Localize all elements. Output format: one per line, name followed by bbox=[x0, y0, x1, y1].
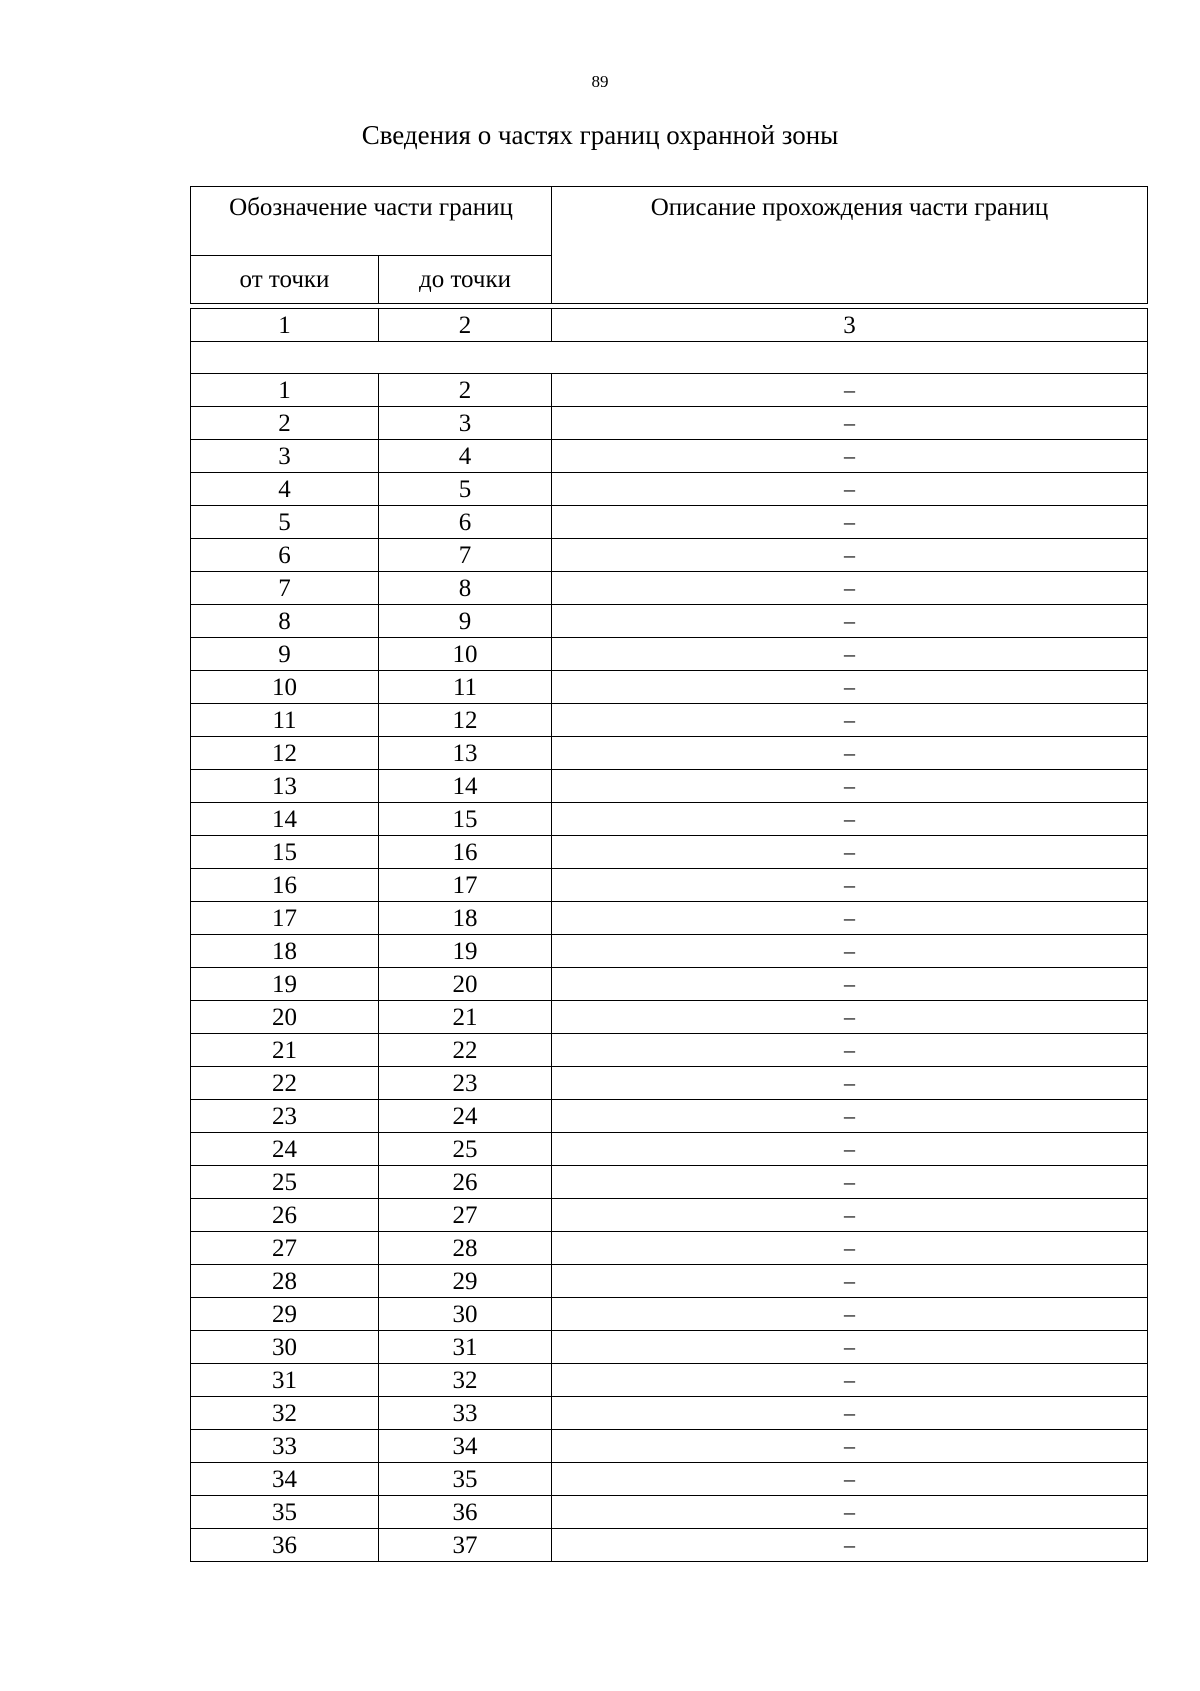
cell-from-point: 22 bbox=[191, 1067, 379, 1100]
cell-description: – bbox=[552, 638, 1148, 671]
cell-description: – bbox=[552, 1430, 1148, 1463]
table-row bbox=[191, 1463, 1148, 1496]
cell-description: – bbox=[552, 671, 1148, 704]
cell-description: – bbox=[552, 1166, 1148, 1199]
table-row bbox=[191, 1232, 1148, 1265]
table-row bbox=[191, 1331, 1148, 1364]
cell-to-point: 18 bbox=[379, 902, 552, 935]
table-row bbox=[191, 1397, 1148, 1430]
cell-description: – bbox=[552, 605, 1148, 638]
cell-description: – bbox=[552, 1034, 1148, 1067]
table-row bbox=[191, 638, 1148, 671]
table-row bbox=[191, 1067, 1148, 1100]
section-row bbox=[191, 342, 1148, 374]
table-row bbox=[191, 1100, 1148, 1133]
table-row bbox=[191, 440, 1148, 473]
header-boundary-description: Описание прохождения части границ bbox=[552, 187, 1148, 304]
cell-to-point: 8 bbox=[379, 572, 552, 605]
cell-description: – bbox=[552, 1331, 1148, 1364]
cell-to-point: 13 bbox=[379, 737, 552, 770]
cell-description: – bbox=[552, 803, 1148, 836]
cell-description: – bbox=[552, 1232, 1148, 1265]
table-row bbox=[191, 539, 1148, 572]
cell-to-point: 16 bbox=[379, 836, 552, 869]
table-row bbox=[191, 1133, 1148, 1166]
cell-description: – bbox=[552, 1133, 1148, 1166]
cell-to-point: 7 bbox=[379, 539, 552, 572]
cell-description: – bbox=[552, 440, 1148, 473]
page-number: 89 bbox=[591, 72, 609, 91]
cell-from-point: 34 bbox=[191, 1463, 379, 1496]
cell-description: – bbox=[552, 836, 1148, 869]
cell-to-point: 32 bbox=[379, 1364, 552, 1397]
cell-from-point: 36 bbox=[191, 1529, 379, 1562]
cell-from-point: 16 bbox=[191, 869, 379, 902]
header-to-point: до точки bbox=[379, 256, 552, 304]
cell-from-point: 30 bbox=[191, 1331, 379, 1364]
cell-from-point: 35 bbox=[191, 1496, 379, 1529]
cell-description: – bbox=[552, 1100, 1148, 1133]
cell-description: – bbox=[552, 1529, 1148, 1562]
table-row bbox=[191, 374, 1148, 407]
cell-from-point: 24 bbox=[191, 1133, 379, 1166]
table-row bbox=[191, 572, 1148, 605]
table-row bbox=[191, 1199, 1148, 1232]
cell-to-point: 6 bbox=[379, 506, 552, 539]
boundary-table-header bbox=[190, 186, 1148, 304]
cell-description: – bbox=[552, 506, 1148, 539]
cell-to-point: 37 bbox=[379, 1529, 552, 1562]
cell-to-point: 10 bbox=[379, 638, 552, 671]
cell-description: – bbox=[552, 770, 1148, 803]
table-row bbox=[191, 770, 1148, 803]
table-row bbox=[191, 737, 1148, 770]
cell-to-point: 5 bbox=[379, 473, 552, 506]
cell-description: – bbox=[552, 1397, 1148, 1430]
cell-to-point: 9 bbox=[379, 605, 552, 638]
cell-to-point: 28 bbox=[379, 1232, 552, 1265]
cell-to-point: 19 bbox=[379, 935, 552, 968]
table-row bbox=[191, 935, 1148, 968]
table-row bbox=[191, 407, 1148, 440]
cell-description: – bbox=[552, 473, 1148, 506]
cell-from-point: 7 bbox=[191, 572, 379, 605]
cell-from-point: 3 bbox=[191, 440, 379, 473]
cell-to-point: 20 bbox=[379, 968, 552, 1001]
cell-from-point: 19 bbox=[191, 968, 379, 1001]
table-row bbox=[191, 1034, 1148, 1067]
table-row bbox=[191, 1265, 1148, 1298]
table-row bbox=[191, 671, 1148, 704]
cell-from-point: 5 bbox=[191, 506, 379, 539]
column-number-row bbox=[191, 309, 1148, 342]
cell-to-point: 24 bbox=[379, 1100, 552, 1133]
cell-from-point: 14 bbox=[191, 803, 379, 836]
table-row bbox=[191, 1166, 1148, 1199]
cell-to-point: 25 bbox=[379, 1133, 552, 1166]
column-number-3: 3 bbox=[552, 309, 1148, 342]
cell-to-point: 22 bbox=[379, 1034, 552, 1067]
cell-description: – bbox=[552, 1298, 1148, 1331]
cell-description: – bbox=[552, 1199, 1148, 1232]
cell-to-point: 3 bbox=[379, 407, 552, 440]
cell-from-point: 6 bbox=[191, 539, 379, 572]
cell-to-point: 34 bbox=[379, 1430, 552, 1463]
cell-from-point: 1 bbox=[191, 374, 379, 407]
cell-from-point: 8 bbox=[191, 605, 379, 638]
column-number-1: 1 bbox=[191, 309, 379, 342]
table-row bbox=[191, 1430, 1148, 1463]
cell-from-point: 12 bbox=[191, 737, 379, 770]
cell-from-point: 17 bbox=[191, 902, 379, 935]
cell-from-point: 32 bbox=[191, 1397, 379, 1430]
table-row bbox=[191, 704, 1148, 737]
table-row bbox=[191, 1364, 1148, 1397]
cell-description: – bbox=[552, 1265, 1148, 1298]
cell-from-point: 23 bbox=[191, 1100, 379, 1133]
table-row bbox=[191, 1298, 1148, 1331]
cell-description: – bbox=[552, 539, 1148, 572]
table-row bbox=[191, 902, 1148, 935]
cell-to-point: 17 bbox=[379, 869, 552, 902]
boundary-table bbox=[190, 308, 1148, 1562]
cell-to-point: 12 bbox=[379, 704, 552, 737]
header-boundary-designation: Обозначение части границ bbox=[191, 187, 552, 256]
table-row bbox=[191, 836, 1148, 869]
cell-from-point: 28 bbox=[191, 1265, 379, 1298]
cell-to-point: 30 bbox=[379, 1298, 552, 1331]
cell-from-point: 2 bbox=[191, 407, 379, 440]
cell-description: – bbox=[552, 704, 1148, 737]
table-row bbox=[191, 968, 1148, 1001]
cell-description: – bbox=[552, 737, 1148, 770]
cell-description: – bbox=[552, 1364, 1148, 1397]
cell-from-point: 9 bbox=[191, 638, 379, 671]
cell-from-point: 29 bbox=[191, 1298, 379, 1331]
cell-to-point: 21 bbox=[379, 1001, 552, 1034]
cell-description: – bbox=[552, 572, 1148, 605]
cell-from-point: 20 bbox=[191, 1001, 379, 1034]
page-title: Сведения о частях границ охранной зоны bbox=[361, 120, 839, 150]
cell-description: – bbox=[552, 902, 1148, 935]
cell-description: – bbox=[552, 935, 1148, 968]
cell-to-point: 35 bbox=[379, 1463, 552, 1496]
cell-from-point: 33 bbox=[191, 1430, 379, 1463]
cell-to-point: 27 bbox=[379, 1199, 552, 1232]
header-from-point: от точки bbox=[191, 256, 379, 304]
cell-description: – bbox=[552, 1001, 1148, 1034]
cell-from-point: 25 bbox=[191, 1166, 379, 1199]
cell-to-point: 31 bbox=[379, 1331, 552, 1364]
cell-from-point: 15 bbox=[191, 836, 379, 869]
cell-to-point: 11 bbox=[379, 671, 552, 704]
table-row bbox=[191, 605, 1148, 638]
cell-from-point: 27 bbox=[191, 1232, 379, 1265]
cell-description: – bbox=[552, 1496, 1148, 1529]
cell-from-point: 21 bbox=[191, 1034, 379, 1067]
table-row bbox=[191, 1529, 1148, 1562]
table-row bbox=[191, 506, 1148, 539]
cell-description: – bbox=[552, 1463, 1148, 1496]
cell-to-point: 33 bbox=[379, 1397, 552, 1430]
cell-to-point: 26 bbox=[379, 1166, 552, 1199]
cell-to-point: 15 bbox=[379, 803, 552, 836]
cell-to-point: 29 bbox=[379, 1265, 552, 1298]
cell-from-point: 10 bbox=[191, 671, 379, 704]
cell-description: – bbox=[552, 407, 1148, 440]
cell-to-point: 14 bbox=[379, 770, 552, 803]
cell-to-point: 36 bbox=[379, 1496, 552, 1529]
cell-from-point: 31 bbox=[191, 1364, 379, 1397]
boundary-table-body bbox=[191, 309, 1148, 1562]
cell-to-point: 4 bbox=[379, 440, 552, 473]
table-row bbox=[191, 1001, 1148, 1034]
cell-to-point: 23 bbox=[379, 1067, 552, 1100]
cell-to-point: 2 bbox=[379, 374, 552, 407]
cell-description: – bbox=[552, 374, 1148, 407]
cell-description: – bbox=[552, 1067, 1148, 1100]
table-row bbox=[191, 869, 1148, 902]
cell-from-point: 18 bbox=[191, 935, 379, 968]
cell-description: – bbox=[552, 869, 1148, 902]
cell-from-point: 11 bbox=[191, 704, 379, 737]
cell-from-point: 4 bbox=[191, 473, 379, 506]
cell-description: – bbox=[552, 968, 1148, 1001]
section-cell bbox=[191, 342, 1148, 374]
table-row bbox=[191, 803, 1148, 836]
cell-from-point: 13 bbox=[191, 770, 379, 803]
column-number-2: 2 bbox=[379, 309, 552, 342]
cell-from-point: 26 bbox=[191, 1199, 379, 1232]
table-row bbox=[191, 473, 1148, 506]
table-row bbox=[191, 1496, 1148, 1529]
